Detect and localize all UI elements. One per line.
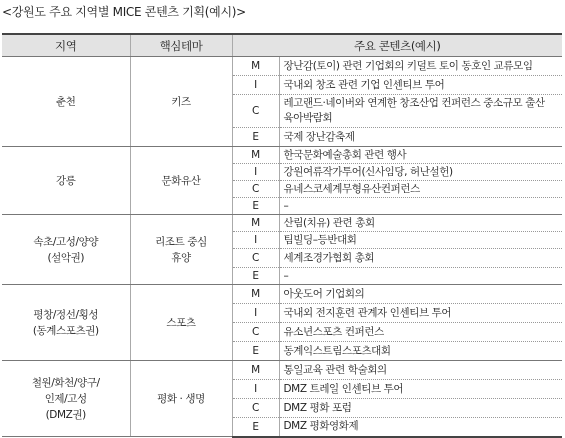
- content-cell: 아웃도어 기업회의: [279, 285, 562, 304]
- category-cell: E: [232, 128, 279, 147]
- content-cell: 유소년스포츠 컨퍼런스: [279, 323, 562, 342]
- content-cell: 팀빌딩–등반대회: [279, 232, 562, 249]
- content-cell: 산림(치유) 관련 총회: [279, 215, 562, 232]
- theme-cell: 문화유산: [130, 147, 232, 215]
- region-cell: 속초/고성/양양 (설악권): [2, 215, 130, 285]
- content-cell: –: [279, 268, 562, 285]
- category-cell: M: [232, 57, 279, 76]
- content-cell: 동계익스트림스포츠대회: [279, 342, 562, 361]
- header-theme: 핵심테마: [130, 34, 232, 57]
- content-cell: DMZ 트레일 인센티브 투어: [279, 380, 562, 399]
- content-cell: 국내외 전지훈련 관계자 인센티브 투어: [279, 304, 562, 323]
- category-cell: I: [232, 304, 279, 323]
- content-cell: 유네스코세계무형유산컨퍼런스: [279, 181, 562, 198]
- content-cell: DMZ 평화 포럼: [279, 399, 562, 418]
- header-row: [2, 34, 562, 57]
- region-cell: 춘천: [2, 57, 130, 147]
- table-title: <강원도 주요 지역별 MICE 콘텐츠 기획(예시)>: [2, 5, 246, 19]
- table-row: [2, 361, 562, 380]
- table-row: [2, 215, 562, 232]
- theme-cell: 스포츠: [130, 285, 232, 361]
- header-region: 지역: [2, 34, 130, 57]
- category-cell: M: [232, 285, 279, 304]
- region-cell: 평창/정선/횡성 (동계스포츠권): [2, 285, 130, 361]
- category-cell: E: [232, 198, 279, 215]
- content-cell: 한국문화예술총회 관련 행사: [279, 147, 562, 164]
- content-cell: 레고랜드·네이버와 연계한 창조산업 컨퍼런스 중소규모 출산 육아박람회: [279, 95, 562, 128]
- category-cell: E: [232, 418, 279, 437]
- content-cell: 세계조경가협회 총회: [279, 249, 562, 268]
- category-cell: M: [232, 147, 279, 164]
- category-cell: M: [232, 361, 279, 380]
- table-row: [2, 285, 562, 304]
- category-cell: I: [232, 76, 279, 95]
- category-cell: C: [232, 399, 279, 418]
- category-cell: C: [232, 249, 279, 268]
- category-cell: I: [232, 232, 279, 249]
- category-cell: I: [232, 380, 279, 399]
- table-row: [2, 57, 562, 76]
- header-content: 주요 콘텐츠(예시): [232, 34, 562, 57]
- mice-content-table: [2, 33, 562, 438]
- category-cell: E: [232, 268, 279, 285]
- category-cell: M: [232, 215, 279, 232]
- content-cell: 국내외 창조 관련 기업 인센티브 투어: [279, 76, 562, 95]
- category-cell: C: [232, 181, 279, 198]
- content-cell: 통일교육 관련 학술회의: [279, 361, 562, 380]
- content-cell: 장난감(토이) 관련 기업회의 키덜트 토이 동호인 교류모임: [279, 57, 562, 76]
- content-cell: –: [279, 198, 562, 215]
- table-body: [2, 57, 562, 437]
- content-cell: 강원여류작가투어(신사임당, 허난설헌): [279, 164, 562, 181]
- region-cell: 철원/화천/양구/ 인제/고성 (DMZ권): [2, 361, 130, 437]
- region-cell: 강릉: [2, 147, 130, 215]
- category-cell: C: [232, 323, 279, 342]
- content-cell: DMZ 평화영화제: [279, 418, 562, 437]
- theme-cell: 키즈: [130, 57, 232, 147]
- category-cell: I: [232, 164, 279, 181]
- table-row: [2, 147, 562, 164]
- category-cell: E: [232, 342, 279, 361]
- content-cell: 국제 장난감축제: [279, 128, 562, 147]
- theme-cell: 리조트 중심 휴양: [130, 215, 232, 285]
- theme-cell: 평화 · 생명: [130, 361, 232, 437]
- category-cell: C: [232, 95, 279, 128]
